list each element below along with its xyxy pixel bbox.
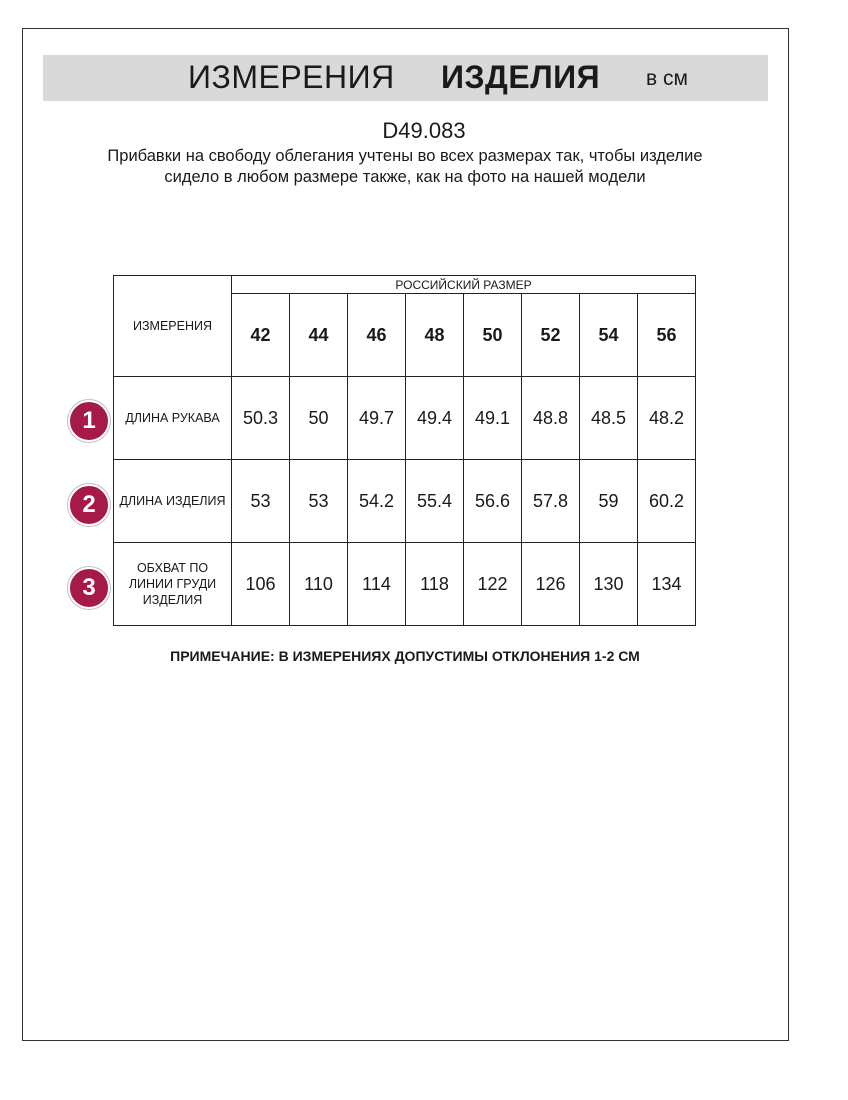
table-cell: 118: [406, 543, 464, 626]
table-cell: 49.1: [464, 377, 522, 460]
fit-description: Прибавки на свободу облегания учтены во всех размерах так, чтобы изделие сидело в любом размере также, как на фото на нашей модели: [107, 147, 703, 186]
size-table: [113, 275, 696, 626]
size-52: 52: [522, 294, 580, 377]
table-cell: 50: [290, 377, 348, 460]
title-unit: в см: [646, 67, 688, 90]
table-cell: 49.4: [406, 377, 464, 460]
row-number-badge: 2: [68, 484, 110, 526]
table-cell: 48.2: [638, 377, 696, 460]
title-part2: ИЗДЕЛИЯ: [441, 59, 601, 95]
row-number-badge: 1: [68, 400, 110, 442]
size-46: 46: [348, 294, 406, 377]
table-cell: 56.6: [464, 460, 522, 543]
table-cell: 50.3: [232, 377, 290, 460]
table-cell: 114: [348, 543, 406, 626]
table-cell: 134: [638, 543, 696, 626]
row-label: ОБХВАТ ПО ЛИНИИ ГРУДИ ИЗДЕЛИЯ: [114, 543, 232, 626]
size-42: 42: [232, 294, 290, 377]
table-cell: 49.7: [348, 377, 406, 460]
table-cell: 54.2: [348, 460, 406, 543]
title-banner: [43, 55, 768, 101]
table-cell: 60.2: [638, 460, 696, 543]
table-cell: 59: [580, 460, 638, 543]
table-cell: 48.8: [522, 377, 580, 460]
size-44: 44: [290, 294, 348, 377]
size-48: 48: [406, 294, 464, 377]
measure-header: ИЗМЕРЕНИЯ: [114, 276, 232, 377]
size-50: 50: [464, 294, 522, 377]
table-cell: 57.8: [522, 460, 580, 543]
table-row: [114, 543, 696, 626]
size-54: 54: [580, 294, 638, 377]
table-cell: 55.4: [406, 460, 464, 543]
article-code: D49.083: [382, 118, 466, 143]
table-cell: 53: [290, 460, 348, 543]
size-header: РОССИЙСКИЙ РАЗМЕР: [232, 276, 696, 294]
table-row: [114, 460, 696, 543]
table-cell: 110: [290, 543, 348, 626]
row-label: ДЛИНА РУКАВА: [114, 377, 232, 460]
table-cell: 126: [522, 543, 580, 626]
table-cell: 48.5: [580, 377, 638, 460]
title-part1: ИЗМЕРЕНИЯ: [188, 59, 395, 95]
tolerance-note: ПРИМЕЧАНИЕ: В ИЗМЕРЕНИЯХ ДОПУСТИМЫ ОТКЛОНЕНИЯ 1-2 СМ: [170, 648, 640, 664]
table-row: [114, 377, 696, 460]
row-number-badge: 3: [68, 567, 110, 609]
size-56: 56: [638, 294, 696, 377]
row-label: ДЛИНА ИЗДЕЛИЯ: [114, 460, 232, 543]
table-cell: 106: [232, 543, 290, 626]
table-cell: 53: [232, 460, 290, 543]
table-cell: 130: [580, 543, 638, 626]
table-cell: 122: [464, 543, 522, 626]
